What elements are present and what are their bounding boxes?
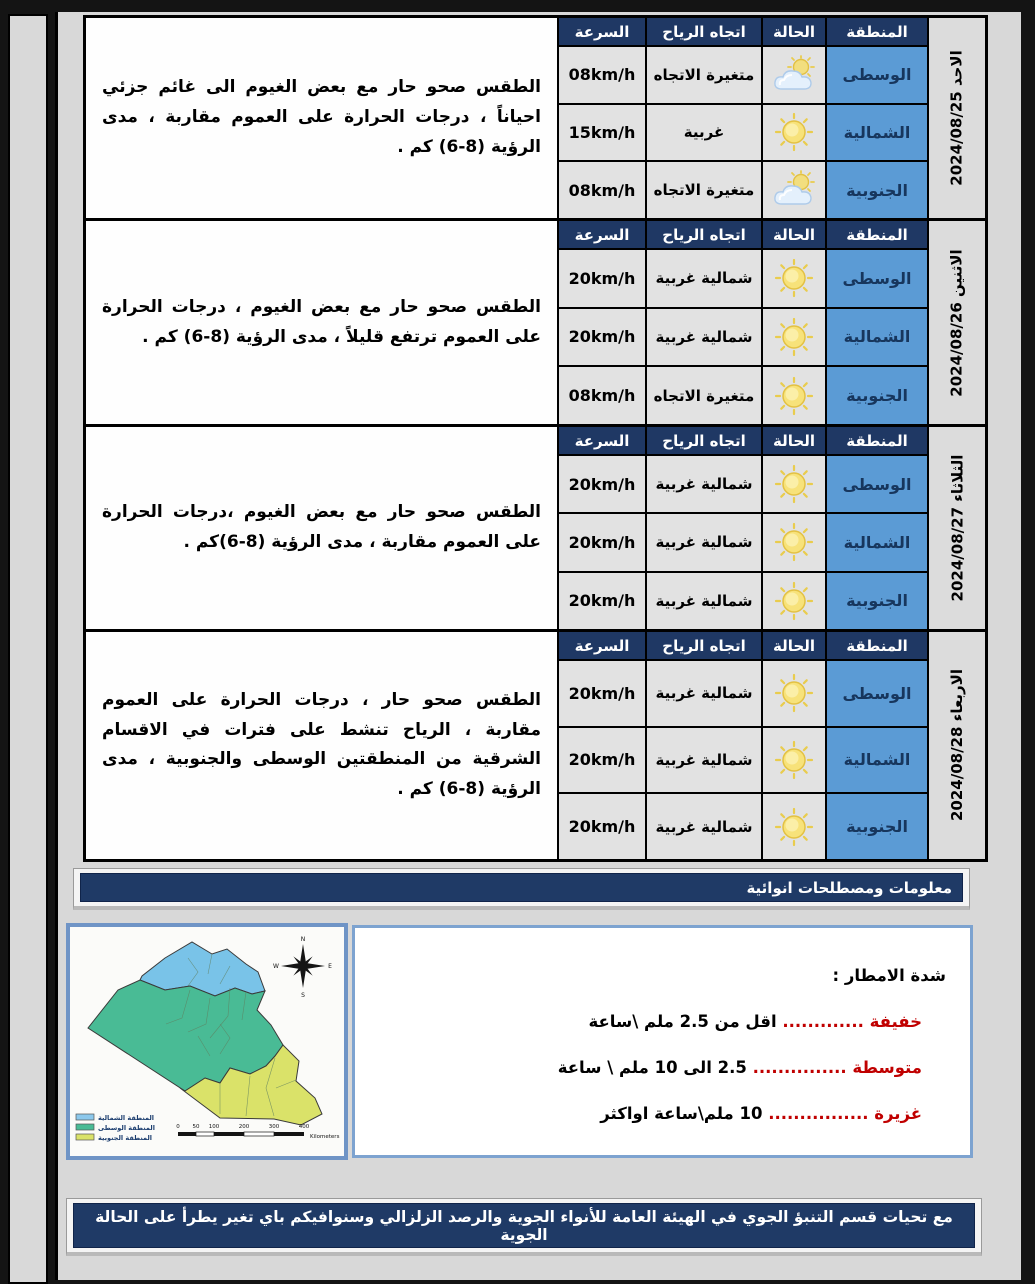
- sunny-icon: [771, 740, 817, 780]
- rain-intensity-item: [355, 1058, 922, 1077]
- sunny-icon: [771, 464, 817, 504]
- region-name: الشمالية: [827, 309, 927, 366]
- wind-speed-value: 15km/h: [559, 105, 645, 161]
- column-header-region: المنطقة: [827, 632, 927, 659]
- legend-swatch-north: [76, 1114, 94, 1120]
- region-name: الوسطى: [827, 47, 927, 103]
- sunny-icon: [771, 258, 817, 298]
- legend-swatch-south: [76, 1134, 94, 1140]
- rain-intensity-value: اقل من 2.5 ملم \ساعة: [588, 1012, 777, 1031]
- column-header-speed: السرعة: [559, 18, 645, 45]
- wind-direction-value: شمالية غربية: [647, 573, 761, 629]
- weather-description-text: الطقس صحو حار ، درجات الحرارة على العموم مقاربة ، الرياح تنشط على فترات في الاقسام الشرقية من المنطقتين الوسطى والجنوبية ، مدى الرؤية (8-6) كم .: [102, 689, 541, 800]
- region-name: الوسطى: [827, 250, 927, 307]
- wind-direction-value: متغيرة الاتجاه: [647, 367, 761, 424]
- compass-n-label: N: [300, 936, 306, 943]
- condition-cell: [763, 573, 825, 629]
- condition-cell: [763, 661, 825, 726]
- weather-description: [86, 632, 557, 859]
- scale-tick-0: 0: [176, 1124, 180, 1130]
- condition-cell: [763, 105, 825, 161]
- weather-description: [86, 427, 557, 629]
- column-header-speed: السرعة: [559, 632, 645, 659]
- scale-tick-100: 100: [208, 1124, 220, 1130]
- wind-direction-value: شمالية غربية: [647, 250, 761, 307]
- scale-tick-200: 200: [238, 1124, 250, 1130]
- day-date-text: الثلاثاء 2024/08/27: [948, 454, 966, 602]
- rain-dots: ................: [762, 1104, 869, 1123]
- forecast-table: [83, 15, 988, 862]
- day-date-cell: [929, 632, 985, 859]
- partly-cloudy-icon: [771, 170, 817, 210]
- column-header-speed: السرعة: [559, 221, 645, 248]
- sunny-icon: [771, 522, 817, 562]
- compass-e-label: E: [328, 963, 332, 970]
- legend-label-north: المنطقة الشمالية: [98, 1114, 155, 1122]
- region-name: الجنوبية: [827, 162, 927, 218]
- column-header-region: المنطقة: [827, 427, 927, 454]
- day-date-cell: [929, 221, 985, 424]
- sunny-icon: [771, 376, 817, 416]
- rain-intensity-name: غزيرة: [868, 1104, 922, 1123]
- iraq-map-graphic: [70, 927, 344, 1156]
- rain-dots: ...............: [746, 1058, 847, 1077]
- wind-speed-value: 20km/h: [559, 728, 645, 793]
- weather-description: [86, 18, 557, 218]
- rain-intensity-value: 2.5 الى 10 ملم \ ساعة: [557, 1058, 747, 1077]
- rain-intensity-item: [355, 1012, 922, 1031]
- scale-tick-50: 50: [192, 1124, 200, 1130]
- wind-speed-value: 08km/h: [559, 47, 645, 103]
- column-header-condition: الحالة: [763, 632, 825, 659]
- wind-speed-value: 20km/h: [559, 456, 645, 512]
- weather-description: [86, 221, 557, 424]
- condition-cell: [763, 794, 825, 859]
- map-scale-bar: [176, 1124, 339, 1140]
- region-name: الوسطى: [827, 661, 927, 726]
- column-header-region: المنطقة: [827, 18, 927, 45]
- column-header-wind: اتجاه الرياح: [647, 632, 761, 659]
- wind-speed-value: 20km/h: [559, 794, 645, 859]
- condition-cell: [763, 456, 825, 512]
- weather-description-text: الطقس صحو حار مع بعض الغيوم ، درجات الحرارة على العموم ترتفع قليلاً ، مدى الرؤية (8-6) كم .: [102, 296, 541, 347]
- forecast-day-section: [83, 15, 988, 221]
- compass-rose-icon: [273, 936, 332, 999]
- scale-unit-label: Kilometers: [310, 1134, 340, 1140]
- condition-cell: [763, 162, 825, 218]
- rain-dots: .............: [776, 1012, 864, 1031]
- condition-cell: [763, 309, 825, 366]
- column-header-region: المنطقة: [827, 221, 927, 248]
- iraq-zones-map: [66, 923, 348, 1160]
- page-margin-strip: [8, 14, 48, 1284]
- wind-direction-value: شمالية غربية: [647, 794, 761, 859]
- condition-cell: [763, 367, 825, 424]
- day-date-text: الاحد 2024/08/25: [948, 50, 966, 186]
- footer-note: مع تحيات قسم التنبؤ الجوي في الهيئة العامة للأنواء الجوية والرصد الزلزالي وسنوافيكم باي تغير يطرأ على الحالة الجوية: [73, 1203, 975, 1248]
- wind-direction-value: شمالية غربية: [647, 728, 761, 793]
- region-name: الشمالية: [827, 514, 927, 570]
- column-header-wind: اتجاه الرياح: [647, 221, 761, 248]
- wind-speed-value: 20km/h: [559, 250, 645, 307]
- rain-intensity-value: 10 ملم\ساعة اواكثر: [600, 1104, 763, 1123]
- scale-tick-400: 400: [298, 1124, 310, 1130]
- wind-direction-value: متغيرة الاتجاه: [647, 162, 761, 218]
- wind-speed-value: 08km/h: [559, 162, 645, 218]
- rain-intensity-name: متوسطة: [846, 1058, 922, 1077]
- wind-speed-value: 08km/h: [559, 367, 645, 424]
- compass-w-label: W: [273, 963, 279, 970]
- day-date-text: الاربعاء 2024/08/28: [948, 669, 966, 822]
- wind-direction-value: شمالية غربية: [647, 514, 761, 570]
- wind-speed-value: 20km/h: [559, 661, 645, 726]
- column-header-condition: الحالة: [763, 427, 825, 454]
- wind-speed-value: 20km/h: [559, 514, 645, 570]
- footer-frame: [66, 1198, 982, 1256]
- region-name: الجنوبية: [827, 367, 927, 424]
- wind-direction-value: شمالية غربية: [647, 456, 761, 512]
- info-section-title: معلومات ومصطلحات انوائية: [80, 873, 963, 902]
- day-date-cell: [929, 18, 985, 218]
- sunny-icon: [771, 581, 817, 621]
- forecast-day-section: [83, 221, 988, 427]
- column-header-wind: اتجاه الرياح: [647, 18, 761, 45]
- condition-cell: [763, 250, 825, 307]
- column-header-wind: اتجاه الرياح: [647, 427, 761, 454]
- weather-description-text: الطقس صحو حار مع بعض الغيوم ،درجات الحرارة على العموم مقاربة ، مدى الرؤية (8-6)كم .: [102, 502, 541, 552]
- wind-direction-value: شمالية غربية: [647, 661, 761, 726]
- info-bar-frame: [73, 868, 970, 910]
- region-name: الشمالية: [827, 728, 927, 793]
- condition-cell: [763, 728, 825, 793]
- sunny-icon: [771, 673, 817, 713]
- sunny-icon: [771, 112, 817, 152]
- region-name: الجنوبية: [827, 794, 927, 859]
- region-name: الجنوبية: [827, 573, 927, 629]
- sunny-icon: [771, 317, 817, 357]
- wind-speed-value: 20km/h: [559, 309, 645, 366]
- condition-cell: [763, 47, 825, 103]
- column-header-condition: الحالة: [763, 18, 825, 45]
- map-legend: [76, 1114, 155, 1142]
- region-name: الشمالية: [827, 105, 927, 161]
- region-name: الوسطى: [827, 456, 927, 512]
- legend-swatch-central: [76, 1124, 94, 1130]
- partly-cloudy-icon: [771, 55, 817, 95]
- condition-cell: [763, 514, 825, 570]
- scale-tick-300: 300: [268, 1124, 280, 1130]
- wind-direction-value: متغيرة الاتجاه: [647, 47, 761, 103]
- forecast-day-section: [83, 427, 988, 632]
- column-header-condition: الحالة: [763, 221, 825, 248]
- rain-intensity-title: شدة الامطار :: [832, 966, 946, 985]
- rain-intensity-item: [355, 1104, 922, 1123]
- legend-label-central: المنطقة الوسطى: [98, 1124, 155, 1132]
- wind-speed-value: 20km/h: [559, 573, 645, 629]
- wind-direction-value: غربية: [647, 105, 761, 161]
- rain-intensity-name: خفيفة: [863, 1012, 922, 1031]
- day-date-cell: [929, 427, 985, 629]
- column-header-speed: السرعة: [559, 427, 645, 454]
- sunny-icon: [771, 807, 817, 847]
- rain-intensity-list: [355, 1012, 970, 1123]
- document-sheet: [55, 12, 1021, 1280]
- legend-label-south: المنطقة الجنوبية: [98, 1134, 153, 1142]
- weather-description-text: الطقس صحو حار مع بعض الغيوم الى غائم جزئي احياناً ، درجات الحرارة على العموم مقاربة ، مدى الرؤية (8-6) كم .: [102, 77, 541, 157]
- day-date-text: الاثنين 2024/08/26: [948, 248, 966, 397]
- rain-intensity-box: [352, 925, 973, 1158]
- wind-direction-value: شمالية غربية: [647, 309, 761, 366]
- compass-s-label: S: [301, 992, 305, 999]
- forecast-day-section: [83, 632, 988, 862]
